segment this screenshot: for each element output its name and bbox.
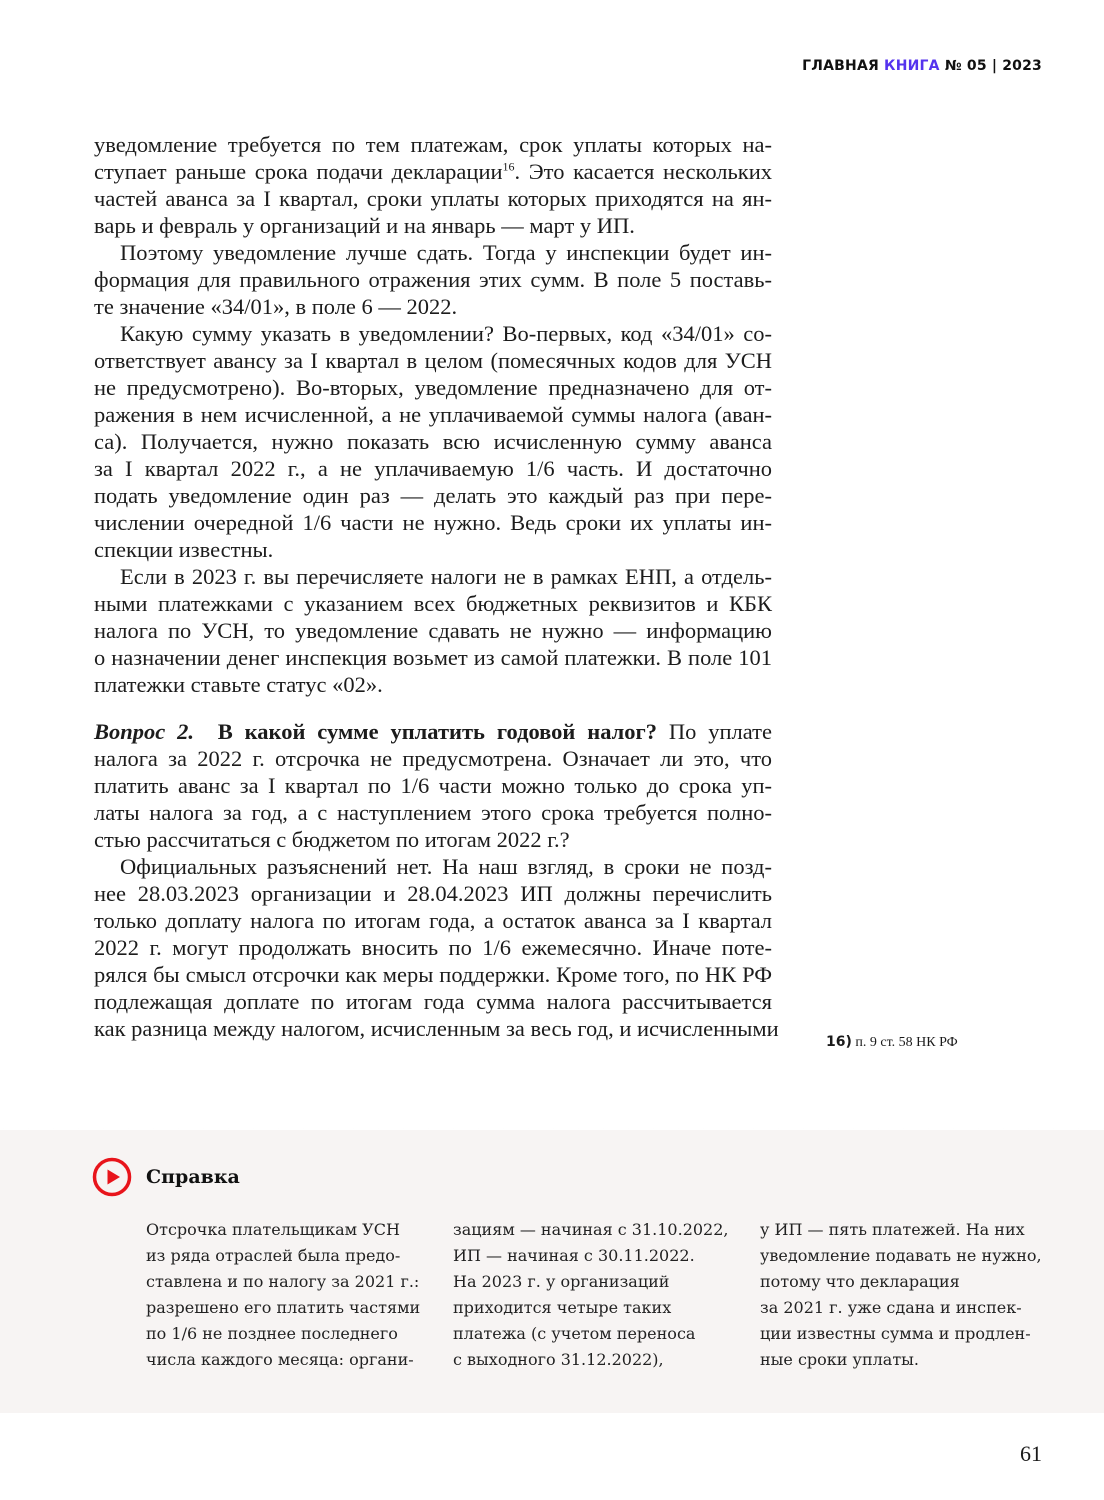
text-line: формация для правильного отражения этих сумм. В поле 5 поставь- bbox=[94, 267, 772, 292]
text-line bbox=[94, 158, 772, 185]
issue-number: № 05 | 2023 bbox=[944, 58, 1042, 74]
text-line bbox=[94, 718, 772, 745]
text-line: рялся бы смысл отсрочки как меры поддержки. Кроме того, по НК РФ bbox=[94, 962, 772, 987]
footnote-text: п. 9 ст. 58 НК РФ bbox=[851, 1035, 958, 1050]
text-line: На 2023 г. у организаций bbox=[453, 1272, 670, 1291]
text-line: 2022 г. могут продолжать вносить по 1/6 ежемесячно. Иначе поте- bbox=[94, 935, 772, 960]
text-line: те значение «34/01», в поле 6 — 2022. bbox=[94, 294, 458, 319]
reference-column bbox=[453, 1217, 729, 1373]
text-line: числении очередной 1/6 части не нужно. Ведь сроки их уплаты ин- bbox=[94, 510, 772, 535]
reference-box-title: Справка bbox=[146, 1166, 240, 1188]
text-line: подлежащая доплате по итогам года сумма налога рассчитывается bbox=[94, 989, 772, 1014]
text-line: уведомление подавать не нужно, bbox=[760, 1246, 1042, 1265]
text-line: ражения в нем исчисленной, а не уплачиваемой суммы налога (аван- bbox=[94, 402, 772, 427]
publication-name-accent: КНИГА bbox=[884, 58, 940, 74]
footnote-ref[interactable]: 16 bbox=[502, 159, 515, 174]
text-fragment: . Это касается нескольких bbox=[514, 159, 772, 184]
question-title: В какой сумме уплатить годовой налог? bbox=[217, 719, 657, 744]
text-line: ставлена и по налогу за 2021 г.: bbox=[146, 1272, 420, 1291]
paragraph bbox=[94, 131, 772, 239]
text-line: стью рассчитаться с бюджетом по итогам 2022 г.? bbox=[94, 827, 570, 852]
text-fragment: По уплате bbox=[657, 719, 773, 744]
reference-column bbox=[146, 1217, 420, 1373]
running-header bbox=[802, 58, 1042, 74]
paragraph bbox=[94, 853, 779, 1042]
text-line: ответствует авансу за I квартал в целом (помесячных кодов для УСН bbox=[94, 348, 772, 373]
footnote-number: 16) bbox=[826, 1034, 852, 1050]
text-line: приходится четыре таких bbox=[453, 1298, 672, 1317]
text-line: ные сроки уплаты. bbox=[760, 1350, 919, 1369]
spacer bbox=[94, 698, 772, 718]
text-line: Поэтому уведомление лучше сдать. Тогда у инспекции будет ин- bbox=[120, 240, 772, 265]
text-line: потому что декларация bbox=[760, 1272, 960, 1291]
footnote bbox=[826, 1034, 958, 1051]
text-line: платежки ставьте статус «02». bbox=[94, 672, 383, 697]
text-line: только доплату налога по итогам года, а остаток аванса за I квартал bbox=[94, 908, 772, 933]
text-line: платежа (с учетом переноса bbox=[453, 1324, 696, 1343]
text-line: латы налога за год, а с наступлением этого срока требуется полно- bbox=[94, 800, 772, 825]
text-fragment: ступает раньше срока подачи декларации bbox=[94, 159, 503, 184]
text-line: са). Получается, нужно показать всю исчисленную сумму аванса bbox=[94, 429, 772, 454]
question-label: Вопрос 2. bbox=[94, 719, 195, 744]
text-line: числа каждого месяца: органи- bbox=[146, 1350, 414, 1369]
text-line: частей аванса за I квартал, сроки уплаты которых приходятся на ян- bbox=[94, 186, 772, 211]
paragraph bbox=[94, 239, 772, 320]
text-line: налога по УСН, то уведомление сдавать не нужно — информацию bbox=[94, 618, 772, 643]
text-line: зациям — начиная с 31.10.2022, bbox=[453, 1220, 729, 1239]
text-line: спекции известны. bbox=[94, 537, 274, 562]
text-line: разрешено его платить частями bbox=[146, 1298, 421, 1317]
paragraph bbox=[94, 320, 772, 563]
text-line: платить аванс за I квартал по 1/6 части можно только до срока уп- bbox=[94, 773, 772, 798]
text-line: не предусмотрено). Во-вторых, уведомление предназначено для от- bbox=[94, 375, 772, 400]
reference-box-header bbox=[92, 1157, 240, 1197]
reference-box bbox=[0, 1130, 1104, 1413]
text-line: как разница между налогом, исчисленным за весь год, и исчисленными bbox=[94, 1016, 779, 1041]
text-line: ИП — начиная с 30.11.2022. bbox=[453, 1246, 695, 1265]
text-line: из ряда отраслей была предо- bbox=[146, 1246, 401, 1265]
page-number: 61 bbox=[1020, 1441, 1042, 1466]
text-line: Если в 2023 г. вы перечисляете налоги не в рамках ЕНП, а отдель- bbox=[120, 564, 772, 589]
text-line: уведомление требуется по тем платежам, срок уплаты которых на- bbox=[94, 132, 772, 157]
question-block bbox=[94, 718, 772, 853]
text-line: за I квартал 2022 г., а не уплачиваемую 1/6 часть. И достаточно bbox=[94, 456, 772, 481]
text-line: ции известны сумма и продлен- bbox=[760, 1324, 1031, 1343]
text-line: налога за 2022 г. отсрочка не предусмотрена. Означает ли это, что bbox=[94, 746, 772, 771]
play-circle-icon bbox=[92, 1157, 132, 1197]
paragraph bbox=[94, 563, 772, 698]
text-line: с выходного 31.12.2022), bbox=[453, 1350, 664, 1369]
publication-name: ГЛАВНАЯ bbox=[802, 58, 879, 74]
text-line: по 1/6 не позднее последнего bbox=[146, 1324, 398, 1343]
text-line: ными платежками с указанием всех бюджетных реквизитов и КБК bbox=[94, 591, 772, 616]
text-line: Официальных разъяснений нет. На наш взгляд, в сроки не позд- bbox=[120, 854, 772, 879]
text-line: за 2021 г. уже сдана и инспек- bbox=[760, 1298, 1022, 1317]
text-line: Отсрочка плательщикам УСН bbox=[146, 1220, 400, 1239]
text-line: нее 28.03.2023 организации и 28.04.2023 ИП должны перечислить bbox=[94, 881, 772, 906]
text-line: Какую сумму указать в уведомлении? Во-первых, код «34/01» со- bbox=[120, 321, 772, 346]
text-line: о назначении денег инспекция возьмет из самой платежки. В поле 101 bbox=[94, 645, 772, 670]
reference-column bbox=[760, 1217, 1042, 1373]
scalloped-edge bbox=[0, 1125, 1104, 1131]
article-body bbox=[94, 131, 779, 1042]
text-line: варь и февраль у организаций и на январь — март у ИП. bbox=[94, 213, 635, 238]
text-line: подать уведомление один раз — делать это каждый раз при пере- bbox=[94, 483, 772, 508]
text-line: у ИП — пять платежей. На них bbox=[760, 1220, 1025, 1239]
